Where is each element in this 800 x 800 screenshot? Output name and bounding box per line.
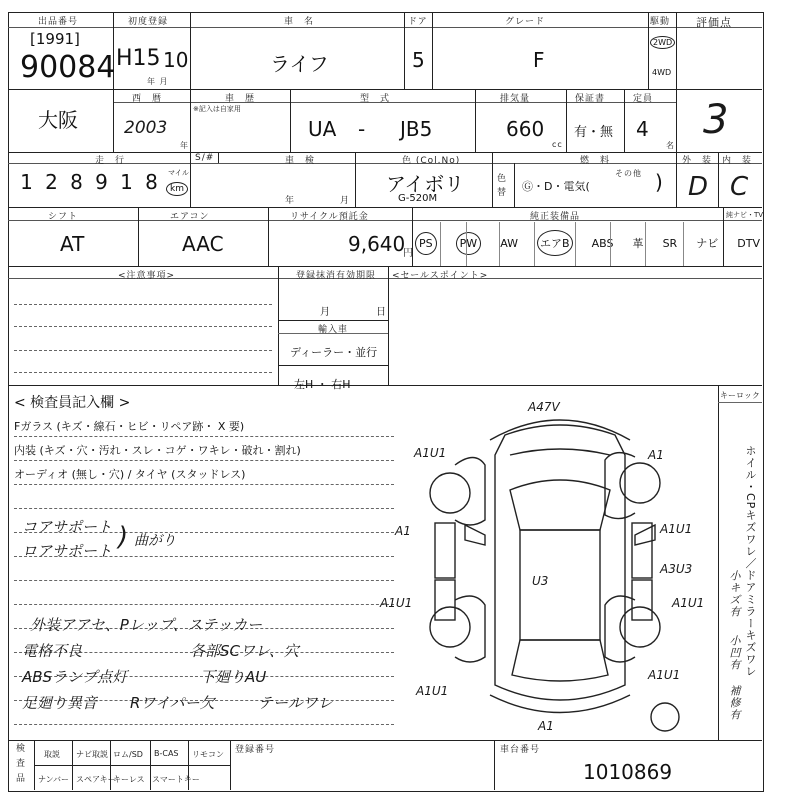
rear-window <box>512 640 608 681</box>
mark-rl-fender: A1U1 <box>416 684 449 698</box>
lot-number: 90084 <box>20 50 116 85</box>
door-fl <box>435 523 455 578</box>
model-prefix: UA <box>308 117 337 141</box>
interior-label: 内 装 <box>722 156 753 166</box>
drive-4wd: 4WD <box>652 68 672 77</box>
model-label: 型 式 <box>360 94 391 104</box>
hood-line <box>510 449 610 455</box>
wheel-front-left <box>430 473 470 513</box>
region: 大阪 <box>38 108 78 132</box>
color-label: 色 (Col.No) <box>402 156 461 166</box>
drive-label: 駆動 <box>650 17 671 27</box>
first-reg-month: 10 <box>163 48 189 72</box>
car-name-label: 車 名 <box>284 17 315 27</box>
door-rl <box>435 580 455 620</box>
equip-label: 純正装備品 <box>530 212 581 222</box>
first-reg-unit: 年 月 <box>147 77 169 86</box>
interior-line: 内装 (キズ・穴・汚れ・スレ・コゲ・ワキレ・破れ・割れ) <box>14 444 301 457</box>
equip-navi: ナビ <box>696 237 719 250</box>
mark-rr-fender: A1U1 <box>672 596 705 610</box>
mileage-digit: 1 <box>20 170 33 194</box>
mileage-digits <box>14 170 164 198</box>
mark-fl-door: A1 <box>395 524 411 538</box>
front-bumper <box>490 420 630 440</box>
mileage-mile: マイル <box>168 169 189 177</box>
year-unit: 年 <box>180 141 189 150</box>
warranty-label: 保証書 <box>575 94 606 104</box>
car-name: ライフ <box>270 52 329 76</box>
note-wiper: Rワイパー欠 <box>130 694 215 712</box>
mileage-digit: 2 <box>45 170 58 194</box>
note-parts: 各部SCワレ、穴 <box>190 642 299 660</box>
reg-no-label: 登録番号 <box>235 745 276 755</box>
capacity-unit: 名 <box>666 141 675 150</box>
mark-fr-fender: A1 <box>648 448 664 462</box>
side-note-wheel: ホイル・CPキズワレ／ドアミラーキズワレ <box>744 445 757 678</box>
note-under: 下廻りAU <box>200 668 267 686</box>
history-sub: ※記入は自家用 <box>193 105 241 113</box>
mileage-digit: 8 <box>70 170 83 194</box>
interior: C <box>730 172 749 202</box>
note-bent: 曲がり <box>134 533 176 549</box>
equip-airbag: エアB <box>537 230 573 256</box>
exterior-label: 外 装 <box>682 156 713 166</box>
recycle-unit: 円 <box>403 248 414 259</box>
footer-item: B-CAS <box>154 749 179 758</box>
capacity-label: 定員 <box>633 94 654 104</box>
mark-front: A47V <box>528 400 560 414</box>
warranty: 有・無 <box>574 125 614 140</box>
chassis-number: 1010869 <box>583 760 673 784</box>
caution-label: <注意事項> <box>118 271 176 281</box>
inspection-label: 車 検 <box>285 156 316 166</box>
side-note-repair: 補修有 <box>728 685 741 721</box>
color-change-label: 色替 <box>497 174 508 198</box>
import-value: ディーラー・並行 <box>290 346 378 359</box>
doors: 5 <box>412 48 425 72</box>
wheel-rear-right <box>620 607 660 647</box>
note-bracket: ) <box>118 522 129 552</box>
reg-day: 日 <box>376 307 386 318</box>
mark-rr-door: A3U3 <box>660 562 693 576</box>
mileage-km: km <box>166 182 188 196</box>
capacity: 4 <box>636 117 649 141</box>
equip-sr: SR <box>662 236 678 250</box>
displacement-unit: cc <box>552 140 563 149</box>
mark-rl-door: A1U1 <box>380 596 413 610</box>
mileage-digit: 8 <box>145 170 158 194</box>
inspection-year: 年 <box>285 196 296 206</box>
equip-ps: PS <box>415 232 437 255</box>
first-reg-label: 初度登録 <box>128 17 169 27</box>
car-diagram <box>380 395 710 740</box>
windshield <box>510 480 610 530</box>
grade-label: グレード <box>505 17 546 27</box>
reg-limit-label: 登録抹消有効期限 <box>296 271 377 281</box>
rear-bumper <box>490 695 630 713</box>
mark-fl-fender: A1U1 <box>414 446 447 460</box>
footer-check-label: 検 査 品 <box>16 744 27 784</box>
mark-roof: U3 <box>532 574 549 588</box>
spare-wheel <box>651 703 679 731</box>
s-label: S/# <box>195 153 215 163</box>
fuel-other: その他 <box>615 169 642 178</box>
reg-month: 月 <box>320 307 330 318</box>
audio-line: オーディオ (無し・穴) / タイヤ (スタッドレス) <box>14 468 246 481</box>
equip-pw: PW <box>456 232 482 255</box>
mileage-label: 走 行 <box>95 156 126 166</box>
mileage-digit: 1 <box>120 170 133 194</box>
note-suspension: 足廻り異音 <box>22 694 98 712</box>
recycle: 9,640 <box>348 232 406 256</box>
shift: AT <box>60 232 85 256</box>
wheel-front-right <box>620 463 660 503</box>
displacement-label: 排気量 <box>500 94 531 104</box>
footer-item: リモコン <box>192 750 224 759</box>
recycle-label: リサイクル預託金 <box>290 212 369 222</box>
footer-item: ナビ取説 <box>76 750 108 759</box>
aircon-label: エアコン <box>170 212 210 222</box>
color: アイボリ <box>386 172 465 196</box>
aircon: AAC <box>182 232 224 256</box>
mileage-digit: 9 <box>95 170 108 194</box>
grade: F <box>533 48 545 72</box>
model-dash: - <box>358 117 366 141</box>
note-mirror: 電格不良 <box>22 642 83 660</box>
color-code: G-520M <box>398 193 438 204</box>
mark-rear: A1 <box>538 719 554 733</box>
right-label: 純ナビ・TV <box>726 211 764 219</box>
score: 3 <box>703 97 729 143</box>
wheel-rear-left <box>430 607 470 647</box>
mark-fr-door: A1U1 <box>660 522 693 536</box>
footer-item: ロム/SD <box>113 750 143 759</box>
side-note-dent: 小凹有 <box>728 635 741 671</box>
footer-item: ナンバー <box>38 775 70 784</box>
door-label: ドア <box>408 17 428 27</box>
model-code: JB5 <box>400 117 433 141</box>
note-lower-support: ロアサポート <box>22 542 113 560</box>
equip-aw: AW <box>500 236 519 250</box>
chassis-label: 車台番号 <box>500 745 541 755</box>
fuel-close: ) <box>655 170 663 194</box>
equip-dtv: DTV <box>737 236 760 250</box>
mirror-left <box>465 525 485 545</box>
drive-2wd: 2WD <box>650 36 675 49</box>
exterior: D <box>688 172 709 202</box>
side-note-scratch: 小キズ有 <box>728 570 741 618</box>
glass-line: Fガラス (キズ・線石・ヒビ・リペア跡・ X 要) <box>14 420 245 433</box>
lot-label: 出品番号 <box>38 17 79 27</box>
note-exterior: 外装アアセ、Pレップ、ステッカー <box>30 616 263 634</box>
note-core-support: コアサポート <box>22 518 113 536</box>
footer-item: 取説 <box>44 750 60 759</box>
inspector-title: < 検査員記入欄 > <box>14 395 131 411</box>
footer-item: スマートキー <box>152 775 200 784</box>
footer-item: スペアキー <box>76 775 116 784</box>
first-reg-era: H15 <box>116 46 161 71</box>
year-code: [1991] <box>30 30 80 48</box>
inspection-month: 月 <box>340 196 351 206</box>
year-label: 西 暦 <box>132 94 163 104</box>
fuel-options: Ⓖ・D・電気( <box>522 180 590 193</box>
shift-label: シフト <box>48 212 79 222</box>
history-label: 車 歴 <box>225 94 256 104</box>
equip-leather: 革 <box>632 237 644 250</box>
fuel-label: 燃 料 <box>580 156 611 166</box>
score-label: 評価点 <box>696 16 732 29</box>
year: 2003 <box>124 118 168 138</box>
displacement: 660 <box>506 117 545 141</box>
footer-item: キーレス <box>113 775 145 784</box>
note-tail: テールワレ <box>258 694 333 712</box>
note-abs: ABSランプ点灯 <box>22 668 128 686</box>
equip-abs: ABS <box>591 236 614 250</box>
sales-label: <セールスポイント> <box>392 271 489 281</box>
import-label: 輸入車 <box>318 325 349 335</box>
mark-rr-rear: A1U1 <box>648 668 681 682</box>
handle-value: 左H ・ 右H <box>294 378 351 391</box>
keylock-label: キーロック <box>720 391 760 400</box>
